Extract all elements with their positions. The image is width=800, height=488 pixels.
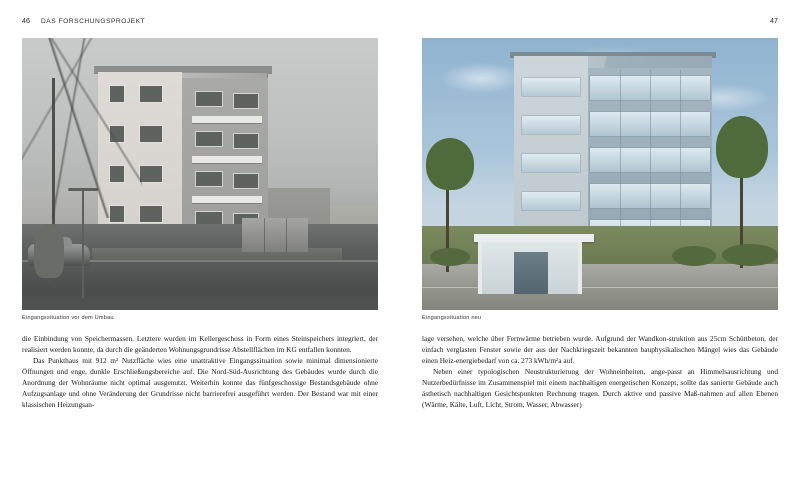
body-text-left: [22, 333, 378, 410]
window: [140, 86, 162, 102]
conifer-tree: [34, 224, 64, 278]
paragraph: die Einbindung von Speichermassen. Letztere wurden im Kellergeschoss in Form eines Steinspeichers integriert, der realisiert werden konnte, da durch die geänderten Wohnungsgrundrisse Abstellflächen im KG entfallen konnten.: [22, 334, 378, 355]
window: [522, 154, 580, 172]
figure-left: [22, 38, 378, 321]
window: [522, 78, 580, 96]
shrub: [722, 244, 778, 266]
canopy-column: [478, 242, 482, 294]
canopy-column: [578, 242, 582, 294]
tree-canopy: [426, 138, 474, 190]
shrub: [672, 246, 716, 266]
balcony-slab: [192, 196, 262, 203]
window: [522, 116, 580, 134]
paving-joint: [422, 287, 778, 288]
window: [234, 134, 258, 148]
paragraph: lage versehen, welche über Fernwärme betrieben wurde. Aufgrund der Wandkon-struktion aus 25cm Schüttbeton, der einfach verglasten Fenster sowie der aus der Nachkriegszeit bekannten bauphysikalischen Mängel wies das Gebäude einen Heiz-energiebedarf von ca. 273 kWh/m²a auf.: [422, 334, 778, 366]
body-text-right: [422, 333, 778, 410]
window: [196, 132, 222, 146]
window: [140, 206, 162, 222]
figure-right: [422, 38, 778, 321]
waste-bins: [242, 218, 308, 252]
window: [140, 126, 162, 142]
page-right: [400, 0, 800, 488]
page-number-left: 46: [22, 16, 30, 25]
window: [522, 192, 580, 210]
page-number-right: 47: [770, 16, 778, 25]
photo-building-before-renovation: [22, 38, 378, 310]
paragraph: Neben einer typologischen Neustrukturierung der Wohneinheiten, ange-passt an Himmelsausrichtung und Nutzerbedürfnisse im Zusammenspiel mit einem nachhaltigen energetischen Konzept, sollte das sanierte Gebäude auch ästhetisch nachhaltigen Gesichtspunkten Rechnung tragen. Durch aktive und passive Maß-nahmen auf allen Ebenen (Wärme, Kälte, Luft, Licht, Strom, Wasser, Abwasser): [422, 367, 778, 410]
bare-tree-branches: [22, 38, 142, 218]
entrance-door: [514, 252, 548, 294]
running-head-title: DAS FORSCHUNGSPROJEKT: [41, 18, 146, 25]
photo-building-after-renovation: [422, 38, 778, 310]
paragraph: Das Punkthaus mit 912 m² Nutzfläche wies eine unattraktive Eingangssituation sowie minimal dimensionierte Öffnungen und enge, dunkle Erschließungsbereiche auf. Die Nord-Süd-Ausrichtung des Gebäudes wurde durch die Anordnung der Wohnräume nicht optimal ausgenutzt. Weiterhin konnte das fünfgeschossige Bestandsgebäude ohne Aufzugsanlage und ohne Veränderung der Grundrisse nicht barrierefrei ausgeführt werden. Der Bestand war mit einer klassischen Heizungsan-: [22, 356, 378, 410]
window: [234, 174, 258, 188]
balcony-slab: [192, 116, 262, 123]
window: [234, 94, 258, 108]
road: [22, 262, 378, 310]
running-head-right: [422, 16, 778, 30]
window: [196, 172, 222, 186]
running-head-left: [22, 16, 378, 30]
window: [196, 92, 222, 106]
tree-canopy: [716, 116, 768, 178]
shrub: [430, 248, 470, 266]
balcony-slab: [192, 156, 262, 163]
window: [140, 166, 162, 182]
figure-caption-left: Eingangssituation vor dem Umbau: [22, 315, 114, 321]
entrance-canopy: [474, 234, 594, 242]
figure-caption-right: Eingangssituation neu: [422, 315, 482, 321]
